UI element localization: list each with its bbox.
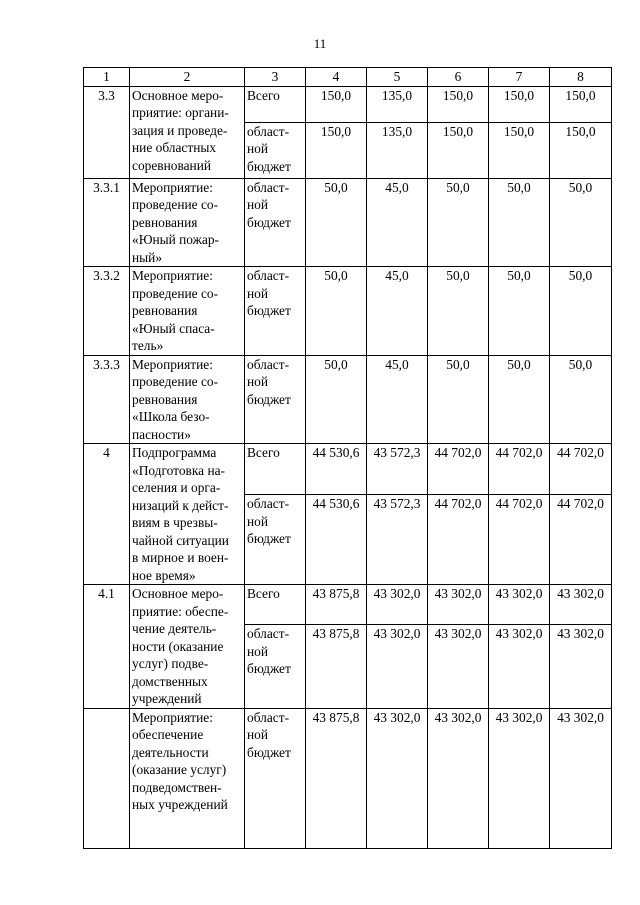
amount-cell: 44 530,6 [306,495,367,585]
funding-source: Всего [245,444,306,495]
row-number: 3.3.3 [84,355,130,444]
amount-cell: 45,0 [367,178,428,267]
funding-source: област- ной бюджет [245,355,306,444]
amount-cell: 50,0 [306,178,367,267]
amount-cell: 150,0 [550,86,612,122]
activity-name: Мероприятие: проведение со- ревнования «Юный спаса- тель» [130,267,245,356]
funding-source: област- ной бюджет [245,178,306,267]
activity-name: Мероприятие: проведение со- ревнования «Юный пожар- ный» [130,178,245,267]
column-header: 5 [367,68,428,87]
amount-cell: 50,0 [550,355,612,444]
funding-source: област- ной бюджет [245,625,306,708]
amount-cell: 43 875,8 [306,585,367,625]
amount-cell: 50,0 [550,267,612,356]
amount-cell: 43 875,8 [306,625,367,708]
amount-cell: 43 302,0 [428,585,489,625]
amount-cell: 150,0 [550,122,612,178]
column-header: 3 [245,68,306,87]
amount-cell: 43 572,3 [367,444,428,495]
amount-cell: 43 302,0 [367,585,428,625]
funding-source: област- ной бюджет [245,495,306,585]
activity-name: Мероприятие: обеспечение деятельности (оказание услуг) подведомствен- ных учреждений [130,708,245,848]
amount-cell: 150,0 [306,86,367,122]
table-header-row [84,68,612,87]
table-row [84,355,612,444]
amount-cell: 43 302,0 [489,585,550,625]
funding-source: Всего [245,86,306,122]
row-number: 4.1 [84,585,130,709]
amount-cell: 44 530,6 [306,444,367,495]
row-number: 3.3 [84,86,130,178]
page-number: 11 [313,36,327,51]
table-row [84,444,612,495]
funding-source: област- ной бюджет [245,122,306,178]
column-header: 1 [84,68,130,87]
table-row [84,86,612,122]
amount-cell: 44 702,0 [550,495,612,585]
budget-table [83,67,612,849]
table-row [84,708,612,848]
column-header: 2 [130,68,245,87]
amount-cell: 43 302,0 [367,625,428,708]
amount-cell: 43 572,3 [367,495,428,585]
activity-name: Основное меро- приятие: обеспе- чение деятель- ности (оказание услуг) подве- домственных учреждений [130,585,245,709]
amount-cell: 44 702,0 [489,495,550,585]
amount-cell: 50,0 [306,267,367,356]
activity-name: Подпрограмма «Подготовка на- селения и орга- низаций к дейст- виям в чрезвы- чайной ситуации в мирное и воен- ное время» [130,444,245,585]
amount-cell: 43 302,0 [489,708,550,848]
amount-cell: 150,0 [489,122,550,178]
amount-cell: 50,0 [489,178,550,267]
amount-cell: 44 702,0 [489,444,550,495]
amount-cell: 150,0 [306,122,367,178]
column-header: 4 [306,68,367,87]
row-number: 3.3.1 [84,178,130,267]
column-header: 8 [550,68,612,87]
amount-cell: 135,0 [367,86,428,122]
amount-cell: 50,0 [550,178,612,267]
table-row [84,178,612,267]
amount-cell: 43 875,8 [306,708,367,848]
row-number: 4 [84,444,130,585]
amount-cell: 150,0 [489,86,550,122]
amount-cell: 45,0 [367,355,428,444]
activity-name: Мероприятие: проведение со- ревнования «Школа безо- пасности» [130,355,245,444]
amount-cell: 50,0 [428,267,489,356]
table-row [84,267,612,356]
activity-name: Основное меро- приятие: органи- зация и проведе- ние областных соревнований [130,86,245,178]
funding-source: област- ной бюджет [245,267,306,356]
amount-cell: 45,0 [367,267,428,356]
amount-cell: 50,0 [489,267,550,356]
amount-cell: 135,0 [367,122,428,178]
amount-cell: 50,0 [489,355,550,444]
amount-cell: 50,0 [428,355,489,444]
amount-cell: 50,0 [306,355,367,444]
column-header: 7 [489,68,550,87]
table-row [84,585,612,625]
amount-cell: 43 302,0 [428,708,489,848]
amount-cell: 43 302,0 [550,708,612,848]
amount-cell: 44 702,0 [550,444,612,495]
funding-source: област- ной бюджет [245,708,306,848]
amount-cell: 43 302,0 [428,625,489,708]
amount-cell: 50,0 [428,178,489,267]
amount-cell: 43 302,0 [489,625,550,708]
amount-cell: 44 702,0 [428,495,489,585]
amount-cell: 43 302,0 [367,708,428,848]
row-number: 3.3.2 [84,267,130,356]
amount-cell: 150,0 [428,122,489,178]
amount-cell: 150,0 [428,86,489,122]
column-header: 6 [428,68,489,87]
funding-source: Всего [245,585,306,625]
row-number [84,708,130,848]
amount-cell: 44 702,0 [428,444,489,495]
amount-cell: 43 302,0 [550,585,612,625]
amount-cell: 43 302,0 [550,625,612,708]
